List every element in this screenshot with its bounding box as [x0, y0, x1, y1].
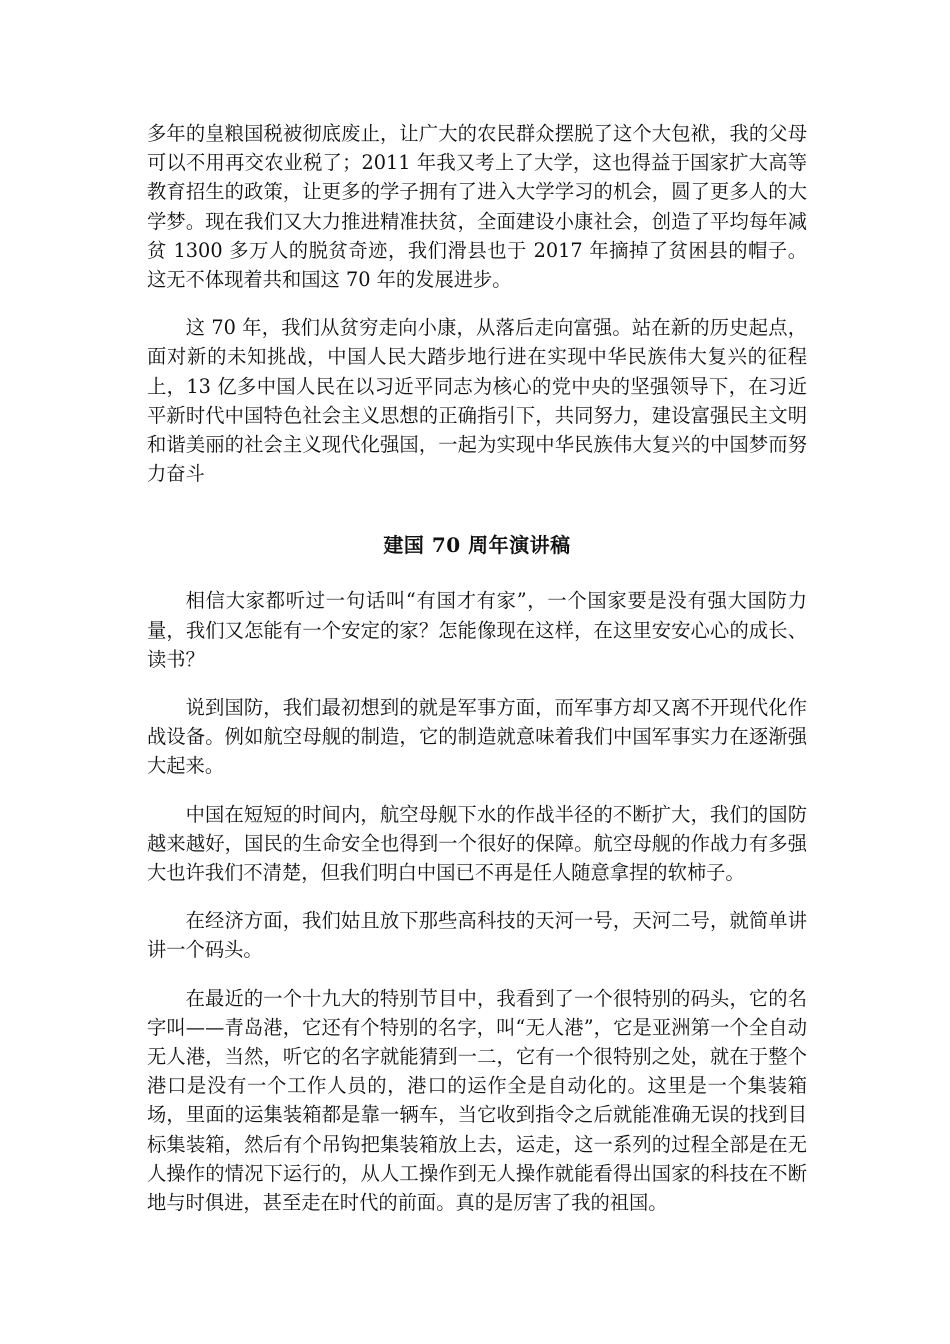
- section-title: 建国 70 周年演讲稿: [383, 533, 571, 558]
- paragraph-continuation: 多年的皇粮国税被彻底废止，让广大的农民群众摆脱了这个大包袱，我的父母可以不用再交农业税了；2011 年我又考上了大学，这也得益于国家扩大高等教育招生的政策，让更多的学子拥有了进入大学学习的机会，圆了更多人的大学梦。现在我们又大力推进精准扶贫，全面建设小康社会，创造了平均每年减贫 1300 多万人的脱贫奇迹，我们滑县也于 2017 年摘掉了贫困县的帽子。这无不体现着共和国这 70 年的发展进步。: [147, 122, 807, 292]
- paragraph-gap: [147, 674, 807, 693]
- paragraph: 这 70 年，我们从贫穷走向小康，从落后走向富强。站在新的历史起点，面对新的未知挑战，中国人民大踏步地行进在实现中华民族伟大复兴的征程上，13 亿多中国人民在以习近平同志为核心的党中央的坚强领导下，在习近平新时代中国特色社会主义思想的正确指引下，共同努力，建设富强民主文明和谐美丽的社会主义现代化强国，一起为实现中华民族伟大复兴的中国梦而努力奋斗: [147, 316, 807, 486]
- paragraph-gap: [147, 781, 807, 800]
- title-block: [147, 488, 807, 586]
- paragraph-gap: [147, 294, 807, 313]
- paragraph: 中国在短短的时间内，航空母舰下水的作战半径的不断扩大，我们的国防越来越好，国民的生命安全也得到一个很好的保障。航空母舰的作战力有多强大也许我们不清楚，但我们明白中国已不再是任人随意拿捏的软柿子。: [147, 802, 807, 885]
- paragraph: 说到国防，我们最初想到的就是军事方面，而军事方却又离不开现代化作战设备。例如航空母舰的制造，它的制造就意味着我们中国军事实力在逐渐强大起来。: [147, 696, 807, 778]
- paragraph: 相信大家都听过一句话叫“有国才有家”，一个国家要是没有强大国防力量，我们又怎能有一个安定的家？怎能像现在这样，在这里安安心心的成长、读书？: [147, 589, 807, 671]
- paragraph-gap: [147, 965, 807, 984]
- paragraph: 在经济方面，我们姑且放下那些高科技的天河一号，天河二号，就简单讲讲一个码头。: [147, 909, 807, 962]
- document-body: [147, 119, 807, 1217]
- paragraph: 在最近的一个十九大的特别节目中，我看到了一个很特别的码头，它的名字叫——青岛港，它还有个特别的名字，叫“无人港”，它是亚洲第一个全自动无人港，当然，听它的名字就能猜到一二，它有一个很特别之处，就在于整个港口是没有一个工作人员的，港口的运作全是自动化的。这里是一个集装箱场，里面的运集装箱都是靠一辆车，当它收到指令之后就能准确无误的找到目标集装箱，然后有个吊钩把集装箱放上去，运走，这一系列的过程全部是在无人操作的情况下运行的，从人工操作到无人操作就能看得出国家的科技在不断地与时俱进，甚至走在时代的前面。真的是厉害了我的祖国。: [147, 986, 807, 1215]
- paragraph-gap: [147, 887, 807, 906]
